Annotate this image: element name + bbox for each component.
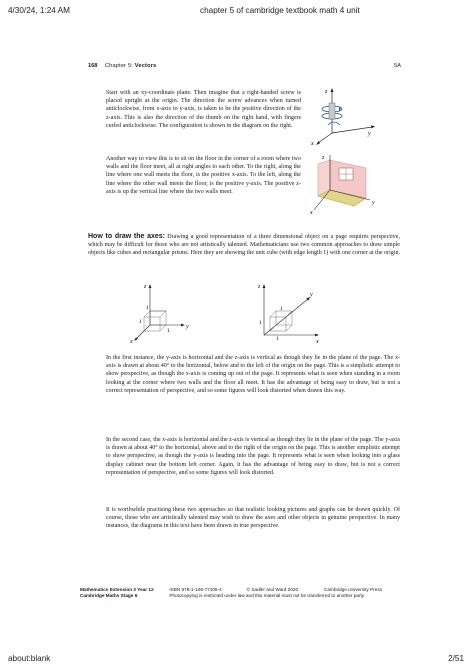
print-url: about:blank — [8, 654, 51, 663]
cube1-one-x: 1 — [139, 319, 142, 325]
screw-axes-figure — [308, 85, 388, 147]
page-header — [88, 63, 401, 69]
paragraph-practising: It is worthwhile practising these two approaches so that realistic looking pictures and graphs can be drawn quickly. Of course, those who are artistically talented may wish to draw the axes and other objects in genuine perspective. In many instances, the diagrams in this text have been drawn in true perspective. — [106, 507, 400, 530]
cube1-z-label: z — [144, 284, 147, 290]
footer-notice: Photocopying is restricted under law and this material must not be transferred to another party — [169, 593, 365, 598]
room-x-label: x — [310, 210, 313, 216]
screw-z-label: z — [325, 89, 328, 95]
page-number: 168 — [88, 63, 98, 69]
footer-series: Cambridge Maths Stage 6 — [80, 593, 138, 598]
footer-dot: . — [106, 601, 108, 606]
cube1-y-label: y — [186, 324, 189, 330]
cube-figure-1 — [120, 283, 200, 345]
footer-publisher: Cambridge University Press — [323, 587, 383, 592]
paragraph-screw: Start with an xy-coordinate plane. Then imagine that a right-handed screw is placed upright at the origin. The direction the screw advances when turned anticlockwise, from x-axis to y-axis, is taken to be the positive direction of the z-axis. This is also the direction of the thumb on the right hand, with fingers curled anticlockwise. The configuration is shown in the diagram on the right. — [106, 90, 301, 129]
cube-figure-2 — [250, 283, 330, 345]
screw-x-label: x — [311, 141, 314, 147]
cube2-one-z: 1 — [259, 320, 262, 326]
cube1-x-label: x — [130, 339, 133, 345]
chapter-title: Vectors — [134, 63, 157, 69]
footer-copyright: © Sadler and Ward 2020 — [246, 587, 299, 592]
howto-paragraph — [88, 233, 400, 258]
cube1-one-z: 1 — [146, 305, 149, 311]
howto-label: How to draw the axes: — [88, 233, 165, 240]
print-page-count: 2/51 — [448, 654, 464, 663]
book-footer — [80, 587, 400, 607]
cube2-one-y: 1 — [280, 306, 283, 312]
room-y-label: y — [372, 200, 375, 206]
room-z-label: z — [322, 155, 325, 161]
cube2-x-label: x — [316, 339, 319, 345]
room-corner-figure — [308, 152, 388, 218]
cube2-y-label: y — [310, 292, 313, 298]
screw-y-label: y — [368, 131, 371, 137]
howto-text: Drawing a good representation of a three dimensional object on a page requires perspective, which may be difficult for those who are not artistically talented. Mathematicians use two common approaches to draw simple objects like cubes and rectangular prisms. Here they are showing the unit cube (with edge length 1) with one corner at the origin. — [88, 234, 400, 257]
paragraph-second-case: In the second case, the x-axis is horizontal and the z-axis is vertical as though they lie in the plane of the page. The y-axis is drawn at about 40° to the horizontal, above and to the right of the origin on the page. This is another simplistic attempt to show perspective, as though the y-axis is heading into the page. It represents what is seen when looking into a glass display cabinet near the bottom left corner. Again, it has the advantage of being easy to draw, but is not a correct representation of perspective, and so some figures will look distorted. — [106, 437, 400, 476]
paragraph-first-instance: In the first instance, the y-axis is horizontal and the z-axis is vertical as though they lie in the plane of the page. The x-axis is drawn at about 40° to the horizontal, below and to the left of the origin on the page. This is a simplistic attempt to show perspective, as though the x-axis is coming up out of the page. It represents what is seen when standing in a room looking at the corner where two walls and the floor all meet. It has the advantage of being easy to draw, but is not a correct representation of perspective, and so some figures will look distorted when drawn this way. — [106, 355, 400, 394]
chapter-label: Chapter 5: Vectors — [104, 63, 157, 69]
cube1-one-y: 1 — [167, 328, 170, 334]
section-label: 5A — [394, 63, 401, 69]
footer-book: Mathematics Extension 2 Year 12 — [80, 587, 154, 592]
footer-isbn: ISBN 978-1-108-77105-4 — [169, 587, 222, 592]
print-doc-title: chapter 5 of cambridge textbook math 4 unit — [200, 6, 360, 15]
paragraph-room: Another way to view this is to sit on the floor in the corner of a room where two walls and the floor meet, all at right angles to each other. To the right, along the line where one wall meets the floor, is the positive x-axis. To the left, along the line where the other wall meets the floor, is the positive y-axis. The positive z-axis is up the vertical line where the two walls meet. — [106, 156, 301, 195]
cube2-z-label: z — [258, 284, 261, 290]
cube2-one-x: 1 — [276, 336, 279, 342]
print-datetime: 4/30/24, 1:24 AM — [8, 6, 70, 15]
